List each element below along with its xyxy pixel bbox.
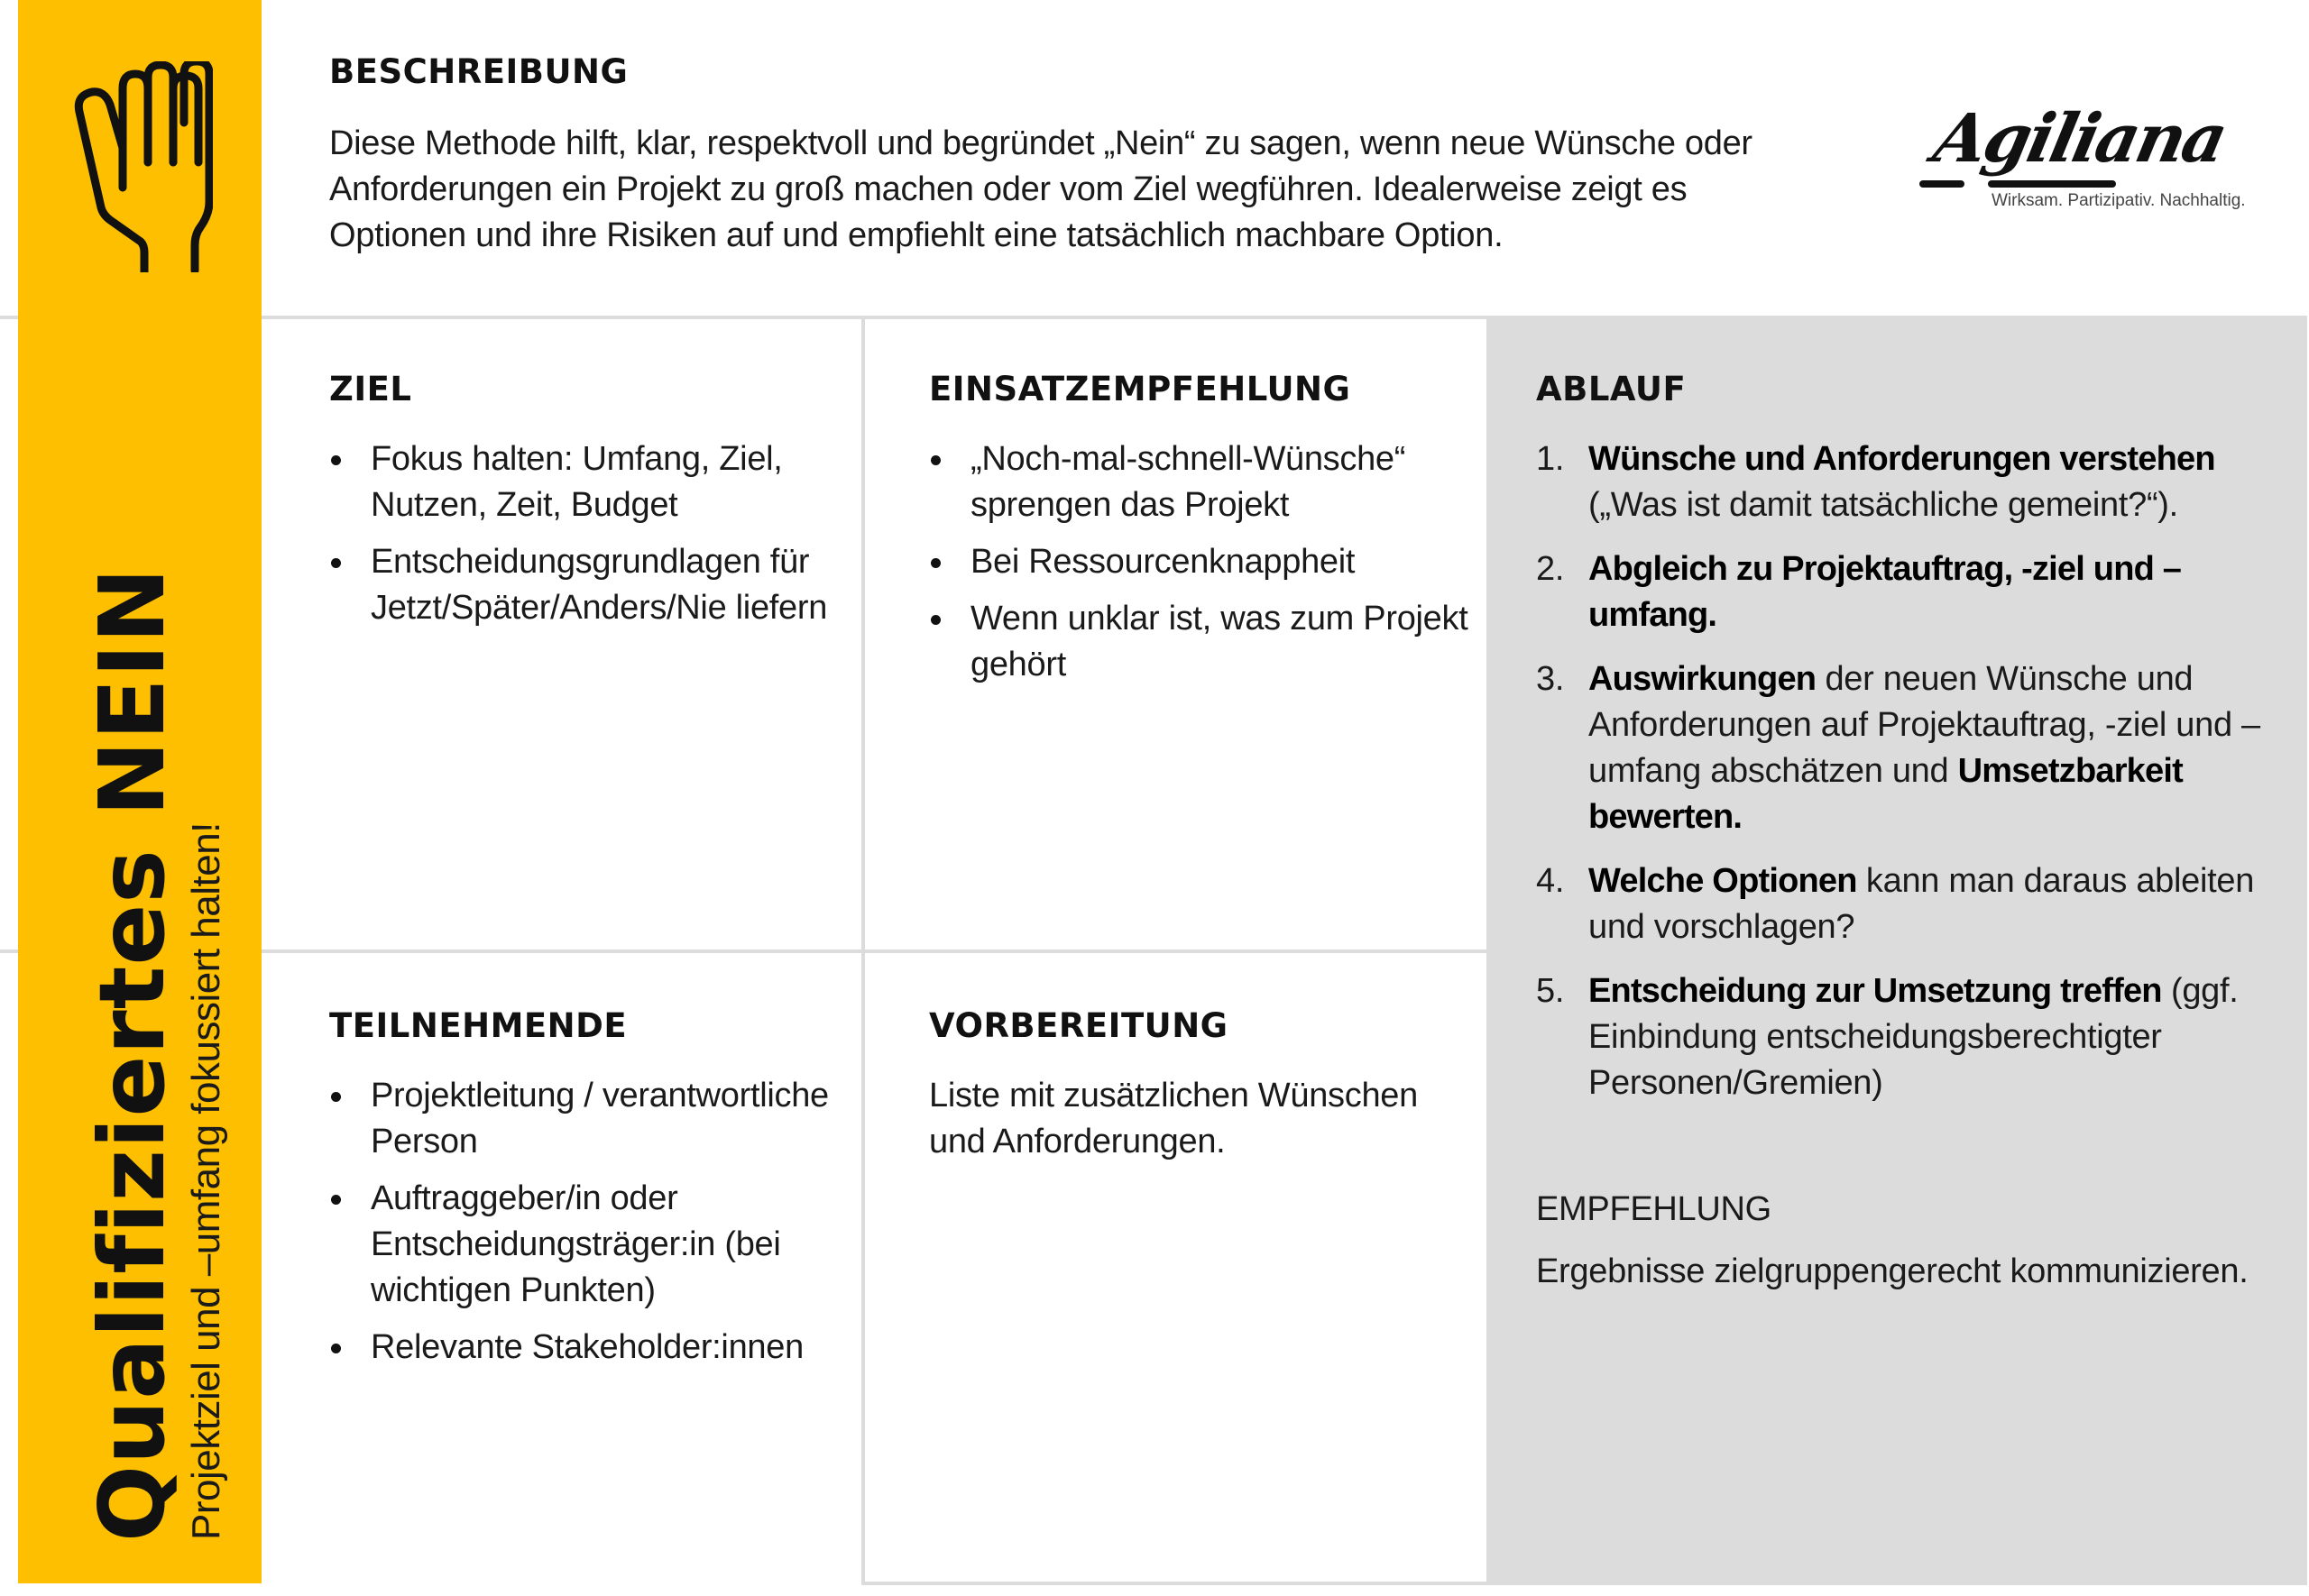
list-item-text: Entscheidungsgrundlagen für Jetzt/Später/Anders/Nie liefern (371, 543, 828, 627)
bullet-icon (331, 558, 341, 568)
step-text-emphasis: Abgleich zu Projektauftrag, -ziel und –umfang. (1588, 550, 2182, 634)
logo-underline (1919, 180, 1964, 188)
process-step (1536, 968, 2276, 1106)
process-step (1536, 858, 2276, 950)
list-item-text: Bei Ressourcenknappheit (971, 543, 1356, 581)
list-item (329, 539, 843, 631)
list-item (929, 596, 1470, 688)
list-item (929, 436, 1470, 528)
preparation-title: VORBEREITUNG (929, 1006, 1228, 1045)
goal-title: ZIEL (329, 370, 412, 408)
goal-section (329, 370, 843, 642)
recommendation-title: EMPFEHLUNG (1536, 1190, 1771, 1228)
participants-section (329, 1006, 843, 1381)
list-item-text: Relevante Stakeholder:innen (371, 1328, 804, 1366)
usage-section (929, 370, 1470, 699)
participants-list (329, 1073, 843, 1371)
bullet-icon (931, 455, 941, 465)
step-text-emphasis: Wünsche und Anforderungen verstehen (1588, 440, 2215, 478)
participants-title: TEILNEHMENDE (329, 1006, 628, 1045)
process-section (1536, 370, 2276, 1295)
bullet-icon (331, 455, 341, 465)
process-title: ABLAUF (1536, 370, 1687, 408)
step-number: 2. (1536, 550, 1565, 588)
usage-list (929, 436, 1470, 688)
bottom-divider (861, 1582, 1486, 1585)
step-number: 4. (1536, 862, 1565, 900)
bullet-icon (331, 1344, 341, 1353)
list-item (329, 1325, 843, 1371)
process-step (1536, 546, 2276, 638)
list-item (329, 1176, 843, 1314)
list-item (329, 1073, 843, 1165)
preparation-section (929, 1006, 1470, 1165)
step-text-emphasis: Auswirkungen (1588, 660, 1817, 698)
step-number: 3. (1536, 660, 1565, 698)
list-item (329, 436, 843, 528)
process-step (1536, 656, 2276, 840)
method-title: Qualifiziertes NEIN (79, 566, 185, 1542)
process-steps (1536, 436, 2276, 1106)
description-text: Diese Methode hilft, klar, respektvoll und begründet „Nein“ zu sagen, wenn neue Wünsche oder Anforderungen ein Projekt zu groß machen oder vom Ziel wegführen. Idealerweise zeigt es Optionen und ihre Risiken auf und empfiehlt eine tatsächlich machbare Option. (329, 124, 1752, 254)
column-divider (861, 317, 865, 1584)
step-text: kann man daraus ableiten und vorschlagen? (1588, 862, 2255, 946)
vertical-title (79, 566, 327, 1542)
list-item-text: „Noch-mal-schnell-Wünsche“ sprengen das Projekt (971, 440, 1406, 524)
process-step (1536, 436, 2276, 528)
usage-title: EINSATZEMPFEHLUNG (929, 370, 1351, 408)
logo-tagline: Wirksam. Partizipativ. Nachhaltig. (1992, 191, 2246, 210)
step-text: (ggf. Einbindung entscheidungsberechtigter Personen/Gremien) (1588, 972, 2239, 1102)
bullet-icon (931, 558, 941, 568)
step-text-emphasis: Umsetzbarkeit bewerten. (1588, 752, 2183, 836)
bullet-icon (331, 1092, 341, 1102)
step-text: („Was ist damit tatsächliche gemeint?“). (1588, 486, 2178, 524)
bullet-icon (331, 1195, 341, 1205)
goal-list (329, 436, 843, 631)
description-section (329, 52, 1808, 259)
list-item-text: Projektleitung / verantwortliche Person (371, 1077, 829, 1160)
method-subtitle: Projektziel und –umfang fokussiert halten! (184, 822, 228, 1540)
description-title: BESCHREIBUNG (329, 52, 629, 91)
list-item (929, 539, 1470, 585)
raised-hand-icon (70, 61, 213, 272)
agiliana-logo (1919, 100, 2262, 221)
list-item-text: Auftraggeber/in oder Entscheidungsträger:in (bei wichtigen Punkten) (371, 1179, 781, 1309)
step-text: der neuen Wünsche und Anforderungen auf Projektauftrag, -ziel und –umfang abschätzen und (1588, 660, 2260, 790)
list-item-text: Fokus halten: Umfang, Ziel, Nutzen, Zeit, Budget (371, 440, 783, 524)
logo-wordmark: Agiliana (1927, 100, 2232, 178)
bullet-icon (931, 615, 941, 625)
step-number: 1. (1536, 440, 1565, 478)
step-text-emphasis: Entscheidung zur Umsetzung treffen (1588, 972, 2162, 1010)
recommendation-text: Ergebnisse zielgruppengerecht kommunizieren. (1536, 1252, 2249, 1290)
list-item-text: Wenn unklar ist, was zum Projekt gehört (971, 600, 1468, 683)
step-number: 5. (1536, 972, 1565, 1010)
logo-underline (1988, 180, 2116, 188)
step-text-emphasis: Welche Optionen (1588, 862, 1857, 900)
sidebar-band (18, 0, 262, 1583)
preparation-text: Liste mit zusätzlichen Wünschen und Anforderungen. (929, 1077, 1418, 1160)
